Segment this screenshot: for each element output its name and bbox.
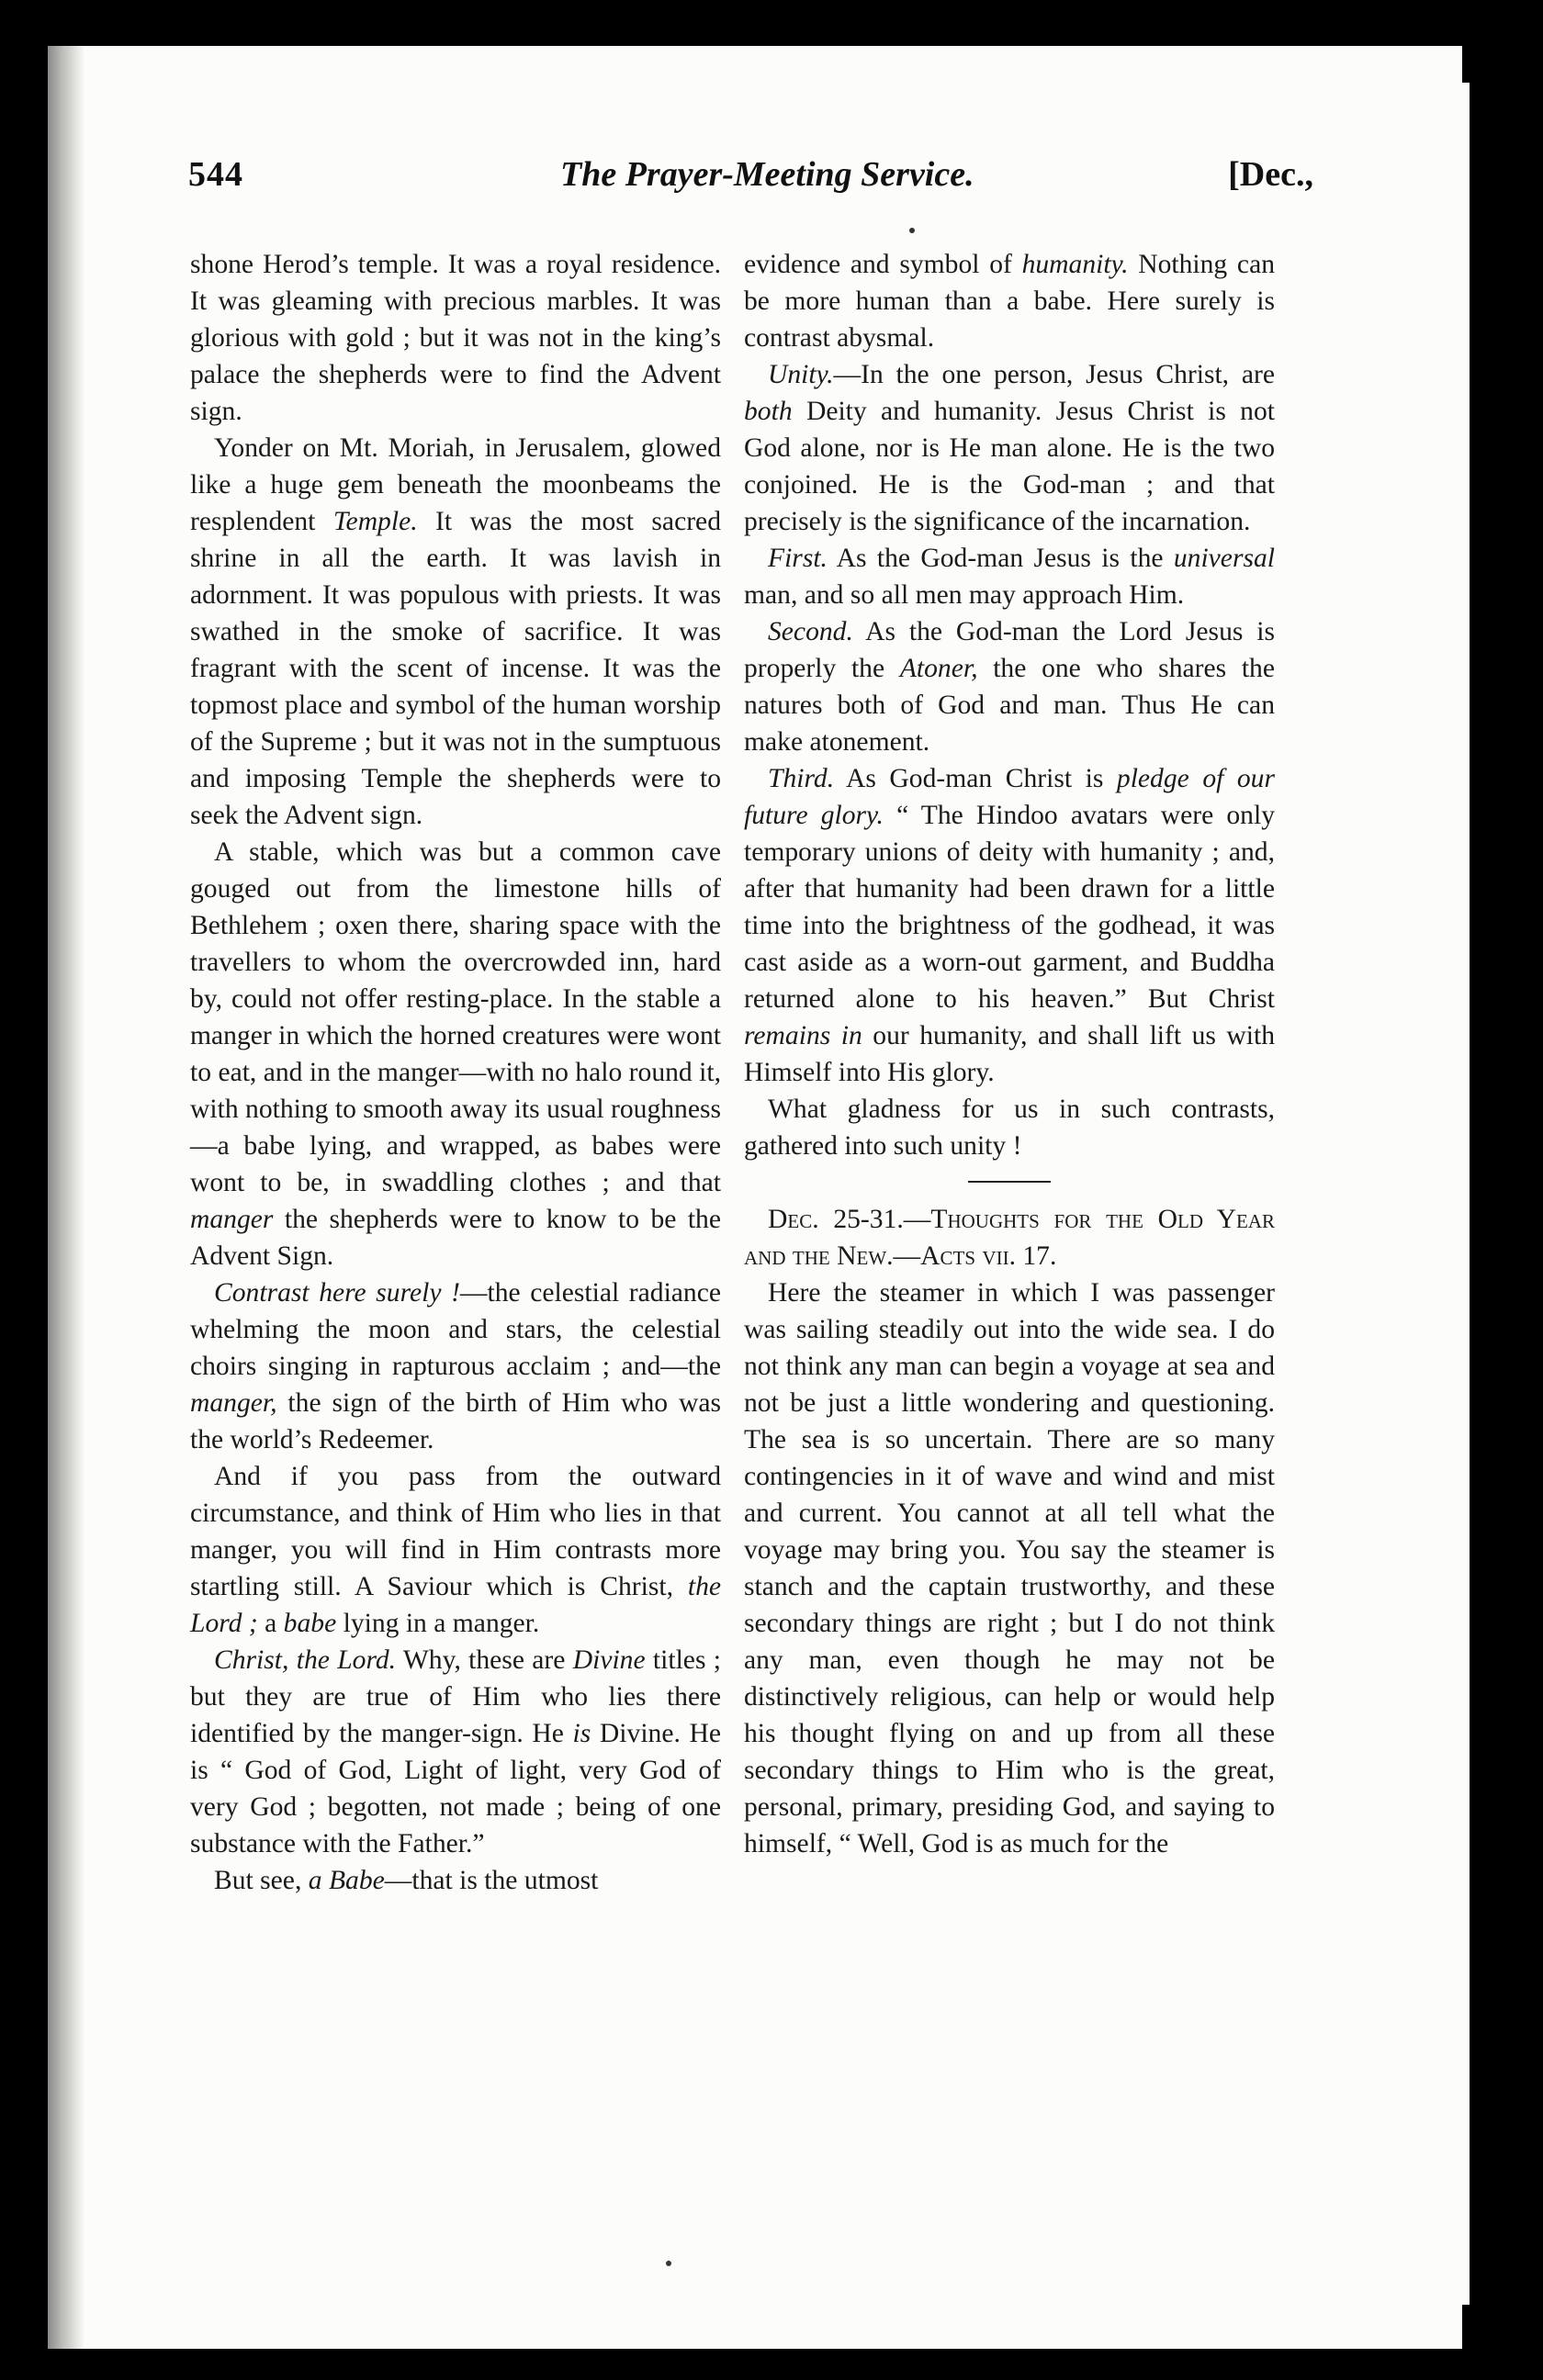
emphasis: Contrast here surely ! [214, 1278, 460, 1308]
paragraph-text: titles ; but they are true of Him who lies there identified by the manger-sign. He [190, 1645, 721, 1748]
paragraph [190, 1642, 721, 1862]
emphasis: Temple. [332, 507, 418, 536]
paragraph-text: the one who shares the natures both of God and man. Thus He can make atonement. [744, 654, 1275, 757]
running-header [188, 129, 1313, 202]
emphasis: the Lord ; [190, 1572, 721, 1638]
paragraph-text: Deity and humanity. Jesus Christ is not God alone, nor is He man alone. He is the two conjoined. He is the God-man ; and that precisely is the significance of the incarnation. [744, 397, 1275, 536]
emphasis: Unity. [768, 360, 834, 389]
paragraph-text: the shepherds were to know to be the Advent Sign. [190, 1205, 721, 1271]
emphasis: universal [1173, 544, 1275, 573]
scripture-reference: —Acts vii. 17. [893, 1241, 1057, 1271]
paragraph [744, 540, 1275, 613]
running-title: The Prayer-Meeting Service. [560, 155, 974, 194]
page-number: 544 [188, 155, 243, 194]
paragraph [190, 430, 721, 834]
paragraph [744, 1274, 1275, 1862]
emphasis: First. [768, 544, 828, 573]
section-divider [968, 1181, 1051, 1183]
paragraph-text: evidence and symbol of [744, 250, 1022, 279]
print-speck [909, 228, 915, 233]
paragraph [744, 760, 1275, 1091]
paragraph-text: lying in a manger. [336, 1609, 540, 1638]
paragraph-text: What gladness for us in such contrasts, gathered into such unity ! [744, 1095, 1275, 1161]
emphasis: Divine [572, 1645, 646, 1675]
paragraph [190, 834, 721, 1274]
paragraph-text: But see, [214, 1866, 309, 1895]
page-gutter-shadow [48, 46, 84, 2349]
emphasis: pledge of our future glory. [744, 764, 1275, 830]
right-column [744, 246, 1275, 1862]
paragraph [744, 613, 1275, 760]
paragraph [190, 1458, 721, 1642]
paragraph [190, 1274, 721, 1458]
header-month: [Dec., [1228, 155, 1313, 194]
facing-page-edge [1447, 83, 1470, 2305]
emphasis: humanity. [1021, 250, 1129, 279]
paragraph-text: the sign of the birth of Him who was the world’s Redeemer. [190, 1388, 721, 1454]
emphasis: a Babe [308, 1866, 385, 1895]
paragraph-text: A stable, which was but a common cave gouged out from the limestone hills of Bethlehem ; oxen there, sharing space with the travellers to whom the overcrowded inn, hard by, could not offer resting-place. In the stable a manger in which the horned creatures were wont to eat, and in the manger—with no halo round it, with nothing to smooth away its usual roughness—a babe lying, and wrapped, as babes were wont to be, in swaddling clothes ; and that [190, 837, 721, 1197]
section-date: Dec. 25-31. [768, 1205, 904, 1234]
emphasis: Third. [768, 764, 835, 793]
paragraph-text: —that is the utmost [384, 1866, 599, 1895]
paragraph-text: our humanity, and shall lift us with Himself into His glory. [744, 1021, 1275, 1087]
paragraph-text: Here the steamer in which I was passenger was sailing steadily out into the wide sea. I do not think any man can begin a voyage at sea and not be just a little wondering and questioning. The sea is so uncertain. There are so many contingencies in it of wave and wind and mist and current. You cannot at all tell what the voyage may bring you. You say the steamer is stanch and the captain trustworthy, and these secondary things are right ; but I do not think any man, even though he may not be distinctively religious, can help or would help his thought flying on and up from all these secondary things to Him who is the great, personal, primary, presiding God, and saying to himself, “ Well, God is as much for the [744, 1278, 1275, 1858]
emphasis: manger, [190, 1388, 277, 1418]
emphasis: Christ, the Lord. [214, 1645, 397, 1675]
paragraph-text: It was the most sacred shrine in all the earth. It was lavish in adornment. It was populous with priests. It was swathed in the smoke of sacrifice. It was fragrant with the scent of incense. It was the topmost place and symbol of the human worship of the Supreme ; but it was not in the sumptuous and imposing Temple the shepherds were to seek the Advent sign. [190, 507, 721, 830]
left-column [190, 246, 721, 1899]
paragraph [744, 356, 1275, 540]
emphasis: Atoner, [899, 654, 978, 683]
paragraph-text: Why, these are [396, 1645, 573, 1675]
paragraph-text: —In the one person, Jesus Christ, are [833, 360, 1275, 389]
emphasis: manger [190, 1205, 274, 1234]
paragraph-text: shone Herod’s temple. It was a royal residence. It was gleaming with precious marbles. It was glorious with gold ; but it was not in the king’s palace the shepherds were to find the Advent sign. [190, 250, 721, 426]
paragraph-text: And if you pass from the outward circumstance, and think of Him who lies in that manger, you will find in Him contrasts more startling still. A Saviour which is Christ, [190, 1462, 721, 1601]
paragraph [190, 1862, 721, 1899]
paragraph-text: Divine. He is “ God of God, Light of light, very God of very God ; begotten, not made ; being of one substance with the Father.” [190, 1719, 722, 1858]
paragraph-text: man, and so all men may approach Him. [744, 580, 1185, 610]
paragraph-text: —the celestial radiance whelming the moon and stars, the celestial choirs singing in rapturous acclaim ; and—the [190, 1278, 721, 1381]
emphasis: both [744, 397, 793, 426]
emphasis: Second. [768, 617, 853, 646]
paragraph-text: a [257, 1609, 284, 1638]
paragraph-text: As the God-man Jesus is the [827, 544, 1174, 573]
paragraph [190, 246, 721, 430]
emphasis: babe [283, 1609, 337, 1638]
paragraph-text: Nothing can be more human than a babe. Here surely is contrast abysmal. [744, 250, 1275, 353]
paragraph [744, 246, 1275, 356]
paragraph-text: As the God-man the Lord Jesus is properly the [744, 617, 1275, 683]
paragraph-text: “ The Hindoo avatars were only temporary unions of deity with humanity ; and, after that humanity had been drawn for a little time into the brightness of the godhead, it was cast aside as a worn-out garment, and Buddha returned alone to his heaven.” But Christ [744, 801, 1275, 1014]
print-speck [666, 2261, 671, 2266]
paragraph-text: Yonder on Mt. Moriah, in Jerusalem, glowed like a huge gem beneath the moonbeams the resplendent [190, 433, 721, 536]
paragraph [744, 1091, 1275, 1164]
emphasis: is [572, 1719, 591, 1748]
emphasis: remains in [744, 1021, 862, 1050]
section-title: —Thoughts for the Old Year and the New. [744, 1205, 1275, 1271]
section-heading [744, 1201, 1275, 1274]
paragraph-text: As God-man Christ is [834, 764, 1117, 793]
